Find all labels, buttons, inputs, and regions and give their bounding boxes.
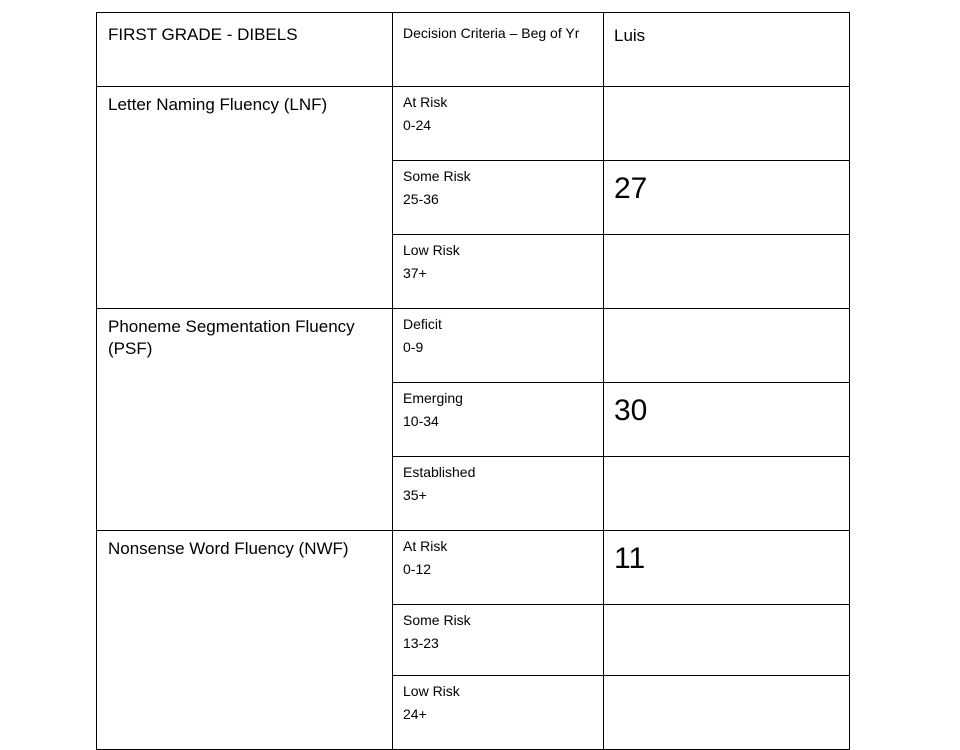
criteria-cell: [393, 161, 604, 235]
criteria-cell: [393, 87, 604, 161]
score-cell: [604, 309, 850, 383]
header-row: [97, 13, 850, 87]
measure-nwf: Nonsense Word Fluency (NWF): [97, 531, 393, 750]
criteria-level: Low Risk: [403, 242, 460, 258]
criteria-cell: [393, 605, 604, 676]
criteria-range: 10-34: [403, 413, 439, 429]
score-cell: [604, 457, 850, 531]
student-name-header: Luis: [604, 13, 850, 87]
criteria-level: Emerging: [403, 390, 463, 406]
table-row: [97, 531, 850, 605]
dibels-table: [96, 12, 850, 750]
criteria-cell: [393, 457, 604, 531]
criteria-level: At Risk: [403, 538, 448, 554]
measure-lnf: Letter Naming Fluency (LNF): [97, 87, 393, 309]
criteria-range: 37+: [403, 265, 427, 281]
table-row: [97, 309, 850, 383]
criteria-range: 35+: [403, 487, 427, 503]
criteria-level: Established: [403, 464, 476, 480]
criteria-cell: [393, 676, 604, 750]
criteria-range: 0-12: [403, 561, 432, 577]
criteria-range: 0-9: [403, 339, 424, 355]
score-cell: [604, 676, 850, 750]
criteria-level: At Risk: [403, 94, 448, 110]
criteria-level: Some Risk: [403, 168, 471, 184]
criteria-cell: [393, 309, 604, 383]
score-cell: 30: [604, 383, 850, 457]
criteria-header: Decision Criteria – Beg of Yr: [393, 13, 604, 87]
criteria-level: Low Risk: [403, 683, 460, 699]
criteria-level: Some Risk: [403, 612, 471, 628]
score-cell: 11: [604, 531, 850, 605]
score-cell: [604, 235, 850, 309]
criteria-cell: [393, 235, 604, 309]
criteria-cell: [393, 383, 604, 457]
table-title: FIRST GRADE - DIBELS: [97, 13, 393, 87]
criteria-range: 25-36: [403, 191, 439, 207]
score-cell: [604, 87, 850, 161]
table-row: [97, 87, 850, 161]
criteria-level: Deficit: [403, 316, 442, 332]
criteria-range: 13-23: [403, 635, 439, 651]
score-cell: 27: [604, 161, 850, 235]
measure-psf: Phoneme Segmentation Fluency (PSF): [97, 309, 393, 531]
criteria-range: 0-24: [403, 117, 432, 133]
criteria-cell: [393, 531, 604, 605]
score-cell: [604, 605, 850, 676]
criteria-range: 24+: [403, 706, 427, 722]
